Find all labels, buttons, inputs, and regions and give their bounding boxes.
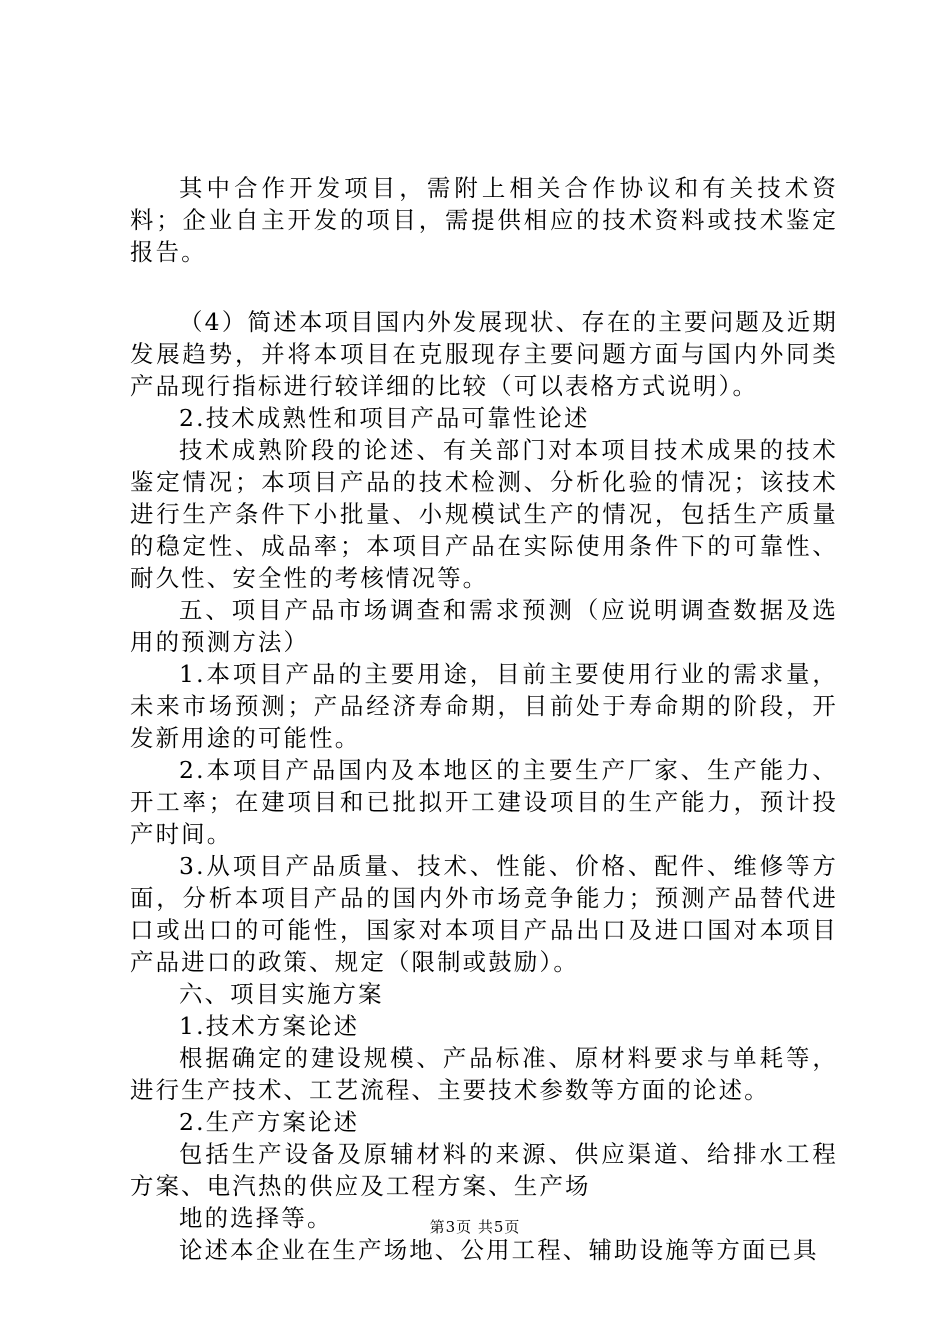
paragraph-domestic-foreign-status: （4）简述本项目国内外发展现状、存在的主要问题及近期发展趋势，并将本项目在克服现存主要问题方面与国内外同类产品现行指标进行较详细的比较（可以表格方式说明）。 <box>130 308 838 400</box>
paragraph-cooperation-materials: 其中合作开发项目，需附上相关合作协议和有关技术资料；企业自主开发的项目，需提供相应的技术资料或技术鉴定报告。 <box>130 174 838 266</box>
heading-technology-maturity: 2.技术成熟性和项目产品可靠性论述 <box>179 404 590 432</box>
paragraph-market-item-3: 3.从项目产品质量、技术、性能、价格、配件、维修等方面，分析本项目产品的国内外市场竞争能力；预测产品替代进口或出口的可能性，国家对本项目产品出口及进口国对本项目产品进口的政策、规定（限制或鼓励）。 <box>130 852 838 976</box>
heading-implementation-plan: 六、项目实施方案 <box>179 980 384 1008</box>
paragraph-market-item-2: 2.本项目产品国内及本地区的主要生产厂家、生产能力、开工率；在建项目和已批拟开工建设项目的生产能力，预计投产时间。 <box>130 756 838 848</box>
heading-technical-plan: 1.技术方案论述 <box>179 1012 360 1040</box>
paragraph-technology-maturity: 技术成熟阶段的论述、有关部门对本项目技术成果的技术鉴定情况；本项目产品的技术检测、分析化验的情况；该技术进行生产条件下小批量、小规模试生产的情况，包括生产质量的稳定性、成品率；本项目产品在实际使用条件下的可靠性、耐久性、安全性的考核情况等。 <box>130 436 838 592</box>
paragraph-market-item-1: 1.本项目产品的主要用途，目前主要使用行业的需求量，未来市场预测；产品经济寿命期，目前处于寿命期的阶段，开发新用途的可能性。 <box>130 660 838 752</box>
heading-market-survey: 五、项目产品市场调查和需求预测（应说明调查数据及选用的预测方法） <box>130 596 838 656</box>
paragraph-production-plan: 包括生产设备及原辅材料的来源、供应渠道、给排水工程方案、电汽热的供应及工程方案、生产场 <box>130 1140 838 1200</box>
paragraph-technical-plan: 根据确定的建设规模、产品标准、原材料要求与单耗等，进行生产技术、工艺流程、主要技术参数等方面的论述。 <box>130 1044 838 1104</box>
paragraph-site-selection: 地的选择等。 <box>179 1204 333 1232</box>
heading-production-plan: 2.生产方案论述 <box>179 1108 360 1136</box>
page-number-footer: 第3页 共5页 <box>429 1218 521 1236</box>
document-body <box>130 172 838 1266</box>
paragraph-existing-conditions: 论述本企业在生产场地、公用工程、辅助设施等方面已具 <box>179 1236 819 1264</box>
